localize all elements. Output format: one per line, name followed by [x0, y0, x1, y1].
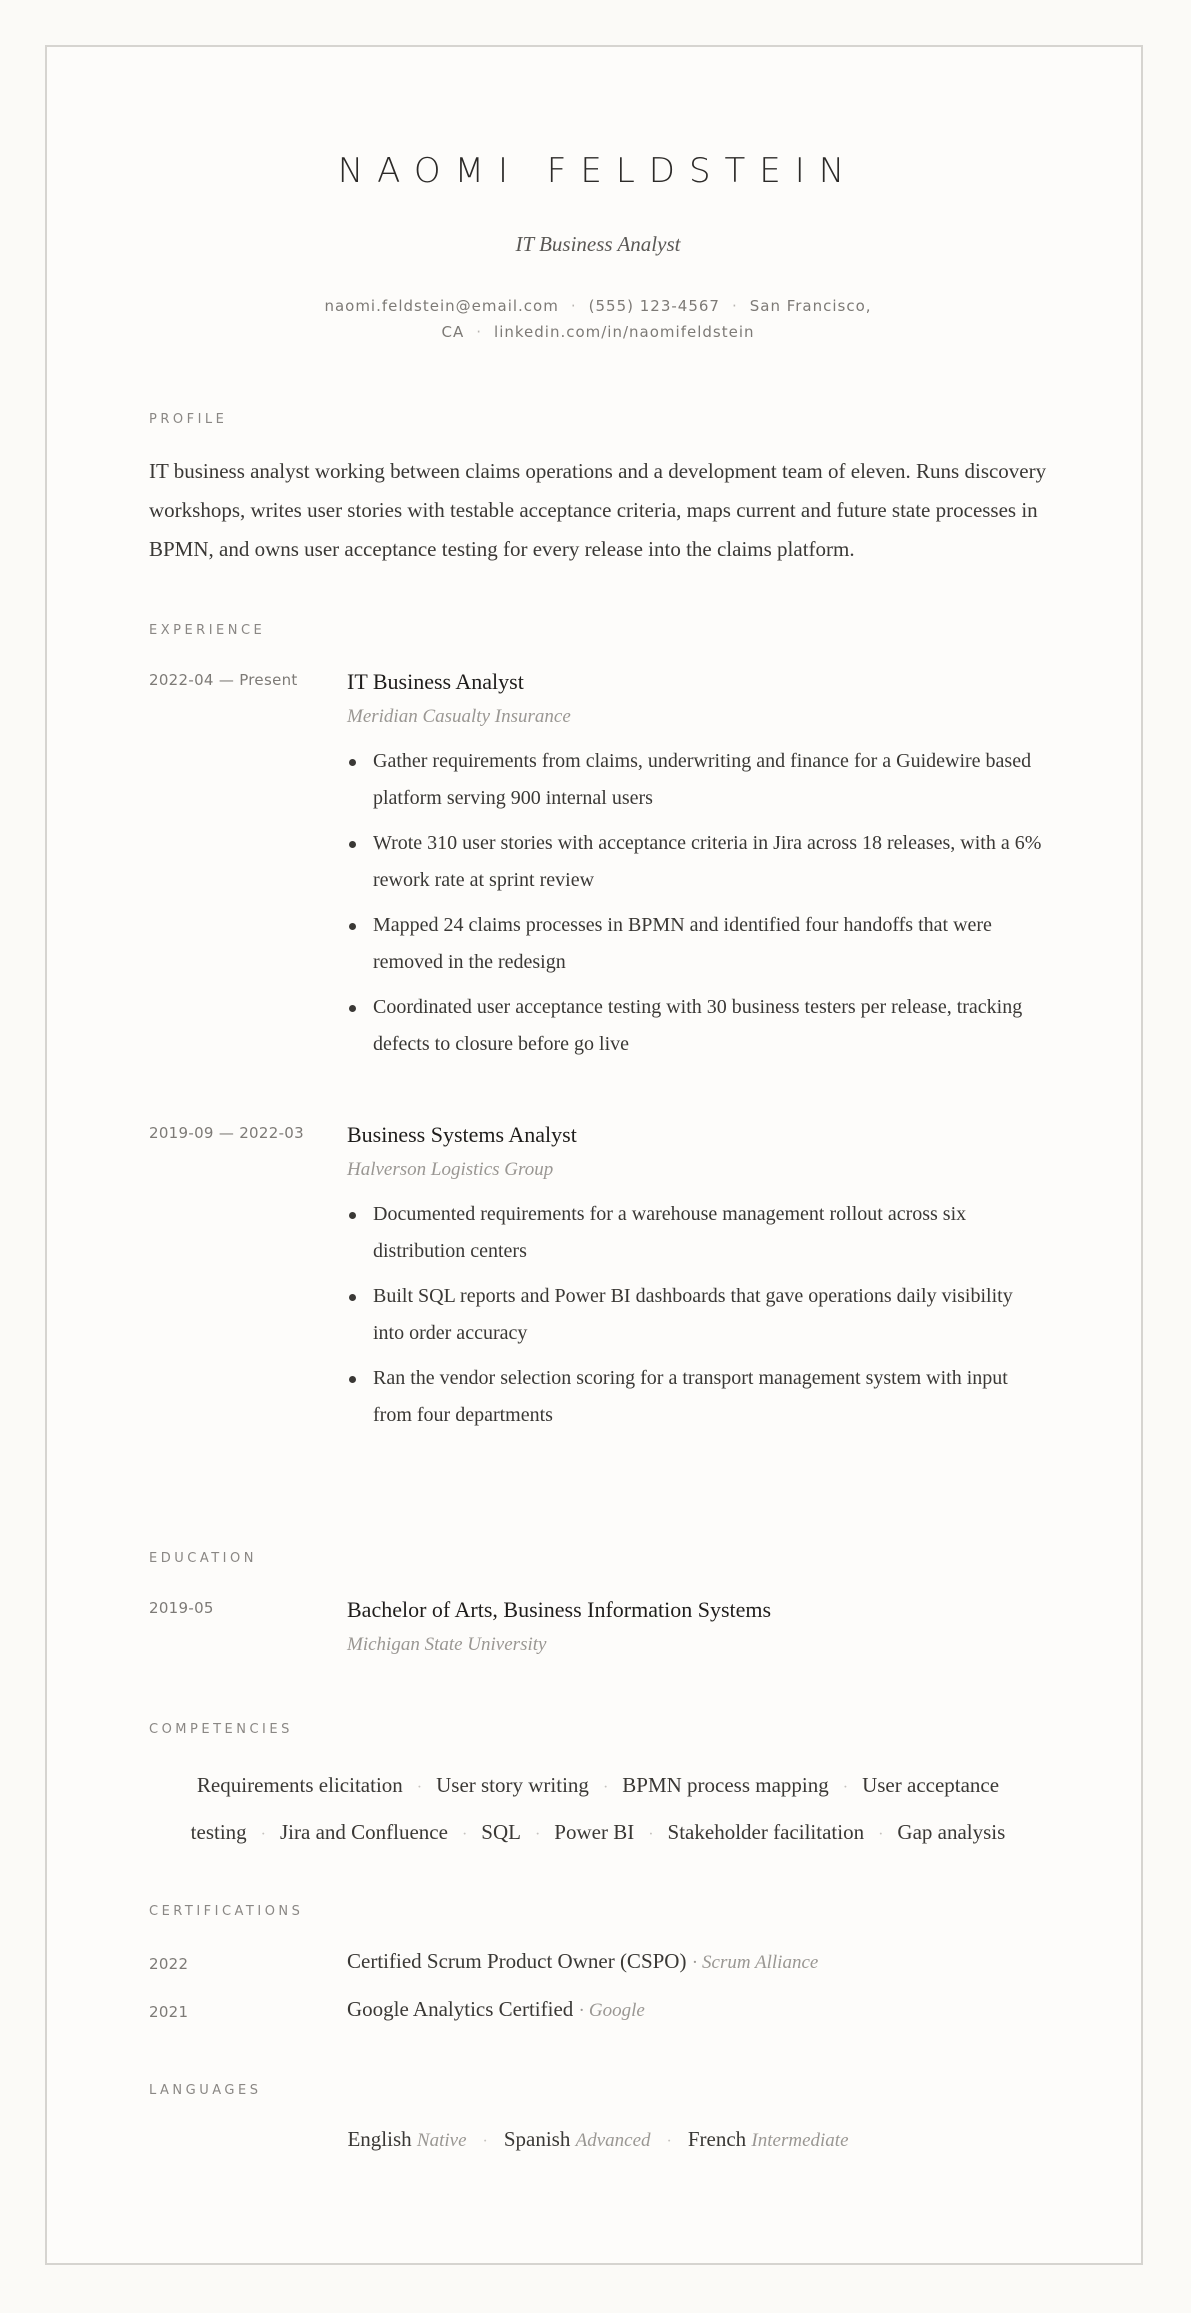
contact-separator: · [570, 297, 577, 315]
competency-separator: · [878, 1826, 884, 1843]
job-bullet: Gather requirements from claims, underwriting and finance for a Guidewire based platform serving 900 internal users [373, 743, 1047, 817]
education-degree: Bachelor of Arts, Business Information Systems [347, 1597, 772, 1622]
job-details [347, 667, 1047, 1071]
job-bullet: Coordinated user acceptance testing with 30 business testers per release, tracking defects to closure before go live [373, 989, 1047, 1063]
language-level: Native [416, 2130, 467, 2151]
education-school: Michigan State University [347, 1634, 547, 1655]
section-label-competencies: COMPETENCIES [149, 1722, 293, 1737]
certification-details [347, 1949, 818, 1974]
competency-item: Power BI [554, 1820, 635, 1844]
job-details [347, 1120, 1047, 1442]
certification-issuer-wrap [692, 1952, 819, 1973]
job-dates: 2019-09 — 2022-03 [149, 1124, 304, 1142]
certification-name: Certified Scrum Product Owner (CSPO) [347, 1949, 687, 1973]
certification-issuer: Google [588, 2000, 645, 2021]
competency-item: SQL [481, 1820, 521, 1844]
competency-separator: · [260, 1826, 266, 1843]
job-bullets [347, 743, 1047, 1063]
contact-location-city: San Francisco, [749, 297, 872, 315]
certification-separator: · [578, 2000, 585, 2021]
section-label-education: EDUCATION [149, 1551, 257, 1566]
competency-item: Gap analysis [897, 1820, 1006, 1844]
job-bullet: Built SQL reports and Power BI dashboards that gave operations daily visibility into order accuracy [373, 1278, 1047, 1352]
contact-line [299, 293, 897, 345]
language-name: English [347, 2127, 412, 2151]
certification-issuer: Scrum Alliance [702, 1952, 819, 1973]
certification-issuer-wrap [579, 2000, 645, 2021]
contact-email[interactable]: naomi.feldstein@email.com [324, 297, 559, 315]
language-separator: · [482, 2133, 488, 2150]
section-label-languages: LANGUAGES [149, 2083, 262, 2098]
language-separator: · [666, 2133, 672, 2150]
education-details [347, 1595, 1047, 1657]
language-name: French [687, 2127, 747, 2151]
job-role: Business Systems Analyst [347, 1122, 577, 1147]
competency-separator: · [602, 1779, 609, 1796]
section-label-certifications: CERTIFICATIONS [149, 1904, 304, 1919]
job-organization: Meridian Casualty Insurance [347, 706, 571, 727]
competency-separator: · [534, 1826, 541, 1843]
competency-separator: · [842, 1779, 849, 1796]
job-bullet: Ran the vendor selection scoring for a transport management system with input from four departments [373, 1360, 1047, 1434]
job-dates: 2022-04 — Present [149, 671, 298, 689]
competency-item: Jira and Confluence [280, 1820, 448, 1844]
certification-separator: · [691, 1952, 699, 1973]
contact-linkedin[interactable]: linkedin.com/in/naomifeldstein [494, 323, 755, 341]
competency-item: Requirements elicitation [196, 1773, 403, 1797]
competency-item: User acceptance testing [190, 1773, 1000, 1844]
contact-phone: (555) 123-4567 [588, 297, 720, 315]
certification-name: Google Analytics Certified [347, 1997, 574, 2021]
languages-list [149, 2127, 1047, 2152]
resume-page [45, 45, 1143, 2265]
competency-separator: · [461, 1826, 468, 1843]
certification-year: 2022 [149, 1955, 189, 1973]
education-date: 2019-05 [149, 1599, 214, 1617]
competency-item: Stakeholder facilitation [667, 1820, 865, 1844]
job-role: IT Business Analyst [347, 669, 524, 694]
competency-separator: · [648, 1826, 654, 1843]
section-label-profile: PROFILE [149, 412, 228, 427]
contact-location-state: CA [441, 323, 465, 341]
competencies-list [149, 1763, 1047, 1857]
certification-details [347, 1997, 645, 2022]
certification-year: 2021 [149, 2003, 189, 2021]
job-organization: Halverson Logistics Group [347, 1159, 554, 1180]
candidate-name: NAOMI FELDSTEIN [337, 151, 859, 191]
language-name: Spanish [503, 2127, 571, 2151]
competency-item: User story writing [436, 1773, 589, 1797]
language-level: Advanced [575, 2130, 651, 2151]
job-bullet: Wrote 310 user stories with acceptance criteria in Jira across 18 releases, with a 6% rework rate at sprint review [373, 825, 1047, 899]
candidate-title: IT Business Analyst [515, 232, 681, 256]
job-bullets [347, 1196, 1047, 1434]
job-bullet: Mapped 24 claims processes in BPMN and identified four handoffs that were removed in the redesign [373, 907, 1047, 981]
profile-summary: IT business analyst working between claims operations and a development team of eleven. Runs discovery workshops, writes user stories with testable acceptance criteria, maps current and future state processes in BPMN, and owns user acceptance testing for every release into the claims platform. [149, 459, 1047, 561]
job-bullet: Documented requirements for a warehouse management rollout across six distribution centers [373, 1196, 1047, 1270]
language-level: Intermediate [751, 2130, 849, 2151]
contact-separator: · [476, 323, 483, 341]
competency-item: BPMN process mapping [622, 1773, 829, 1797]
section-label-experience: EXPERIENCE [149, 623, 266, 638]
competency-separator: · [416, 1779, 423, 1796]
contact-separator: · [731, 297, 738, 315]
